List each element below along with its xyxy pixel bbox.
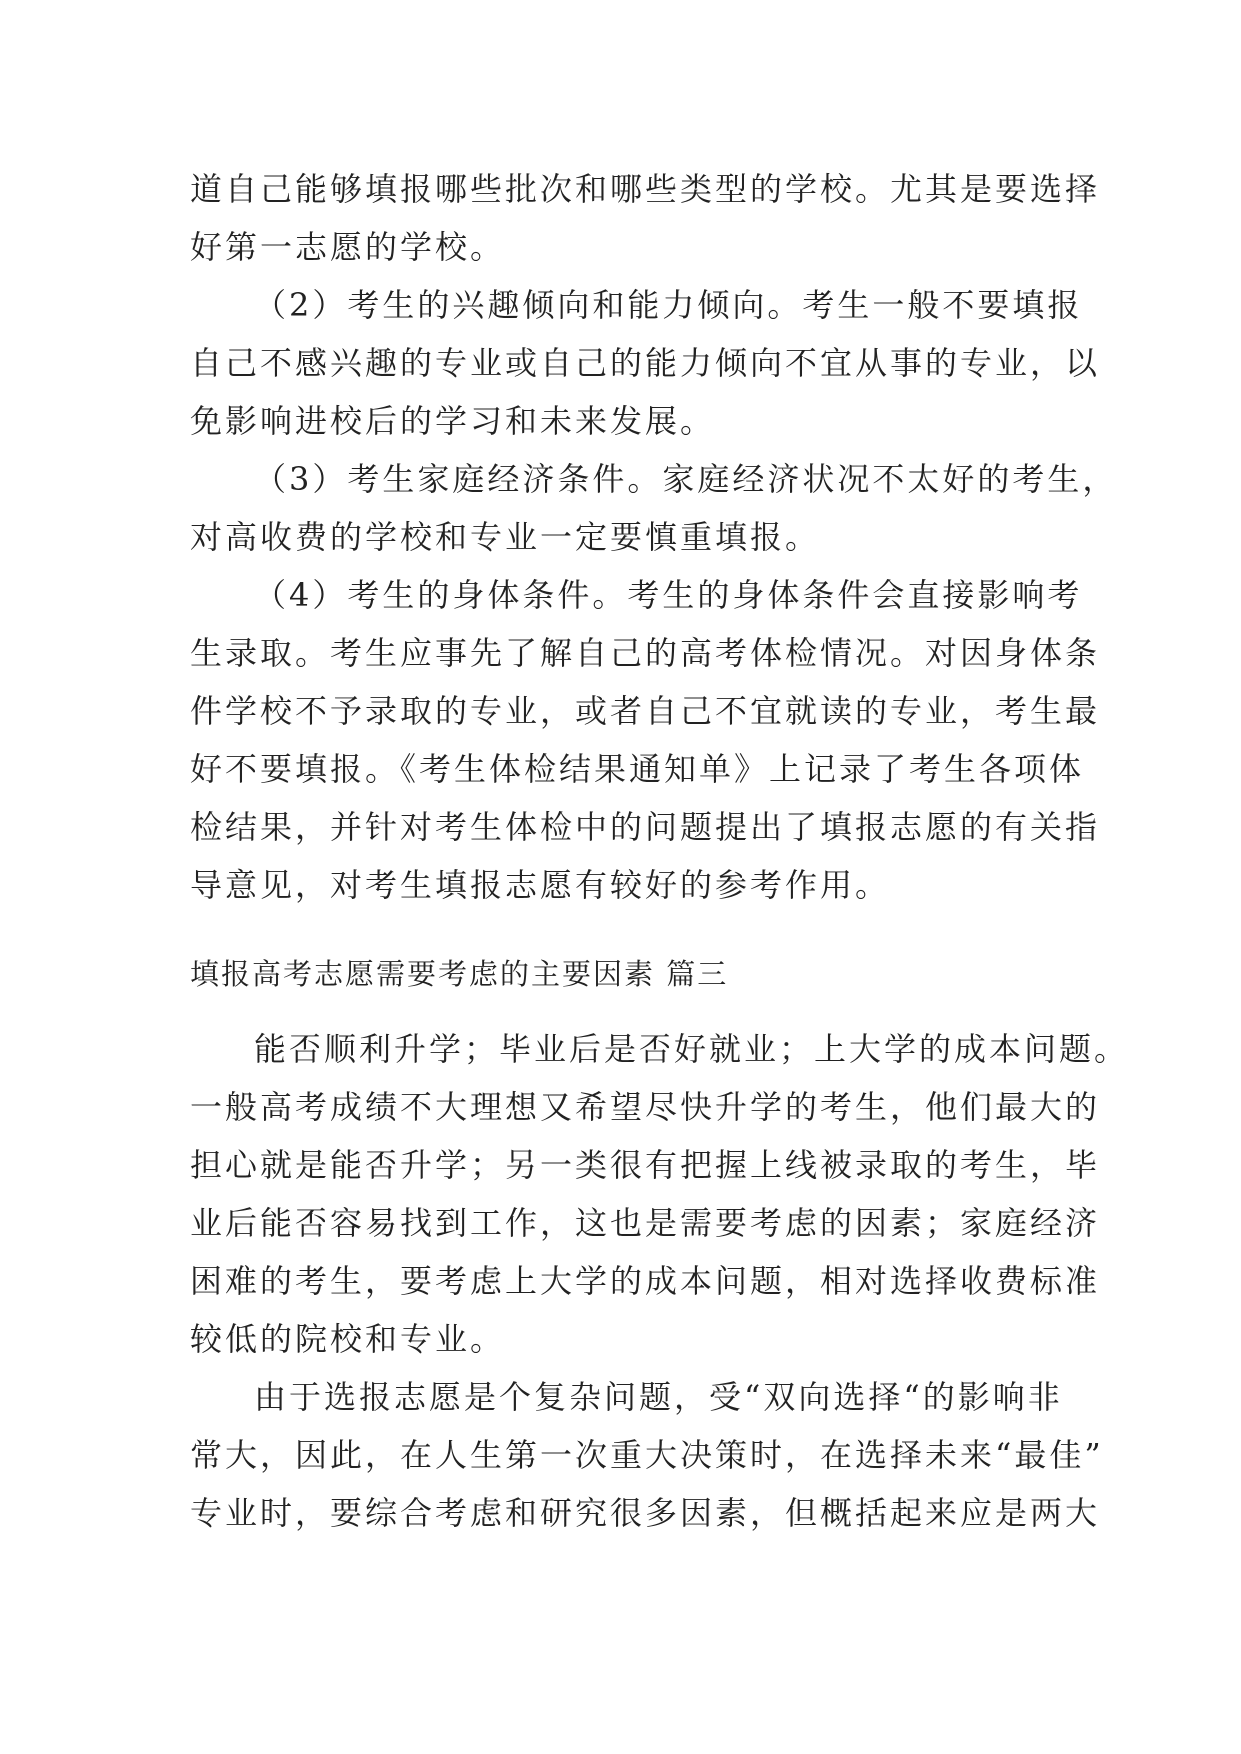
text-line: 由于选报志愿是个复杂问题，受“双向选择“的影响非 xyxy=(254,1378,1063,1416)
text-line: 较低的院校和专业。 xyxy=(190,1320,506,1358)
text-line: （3）考生家庭经济条件。家庭经济状况不太好的考生， xyxy=(254,460,1118,498)
text-line: （2）考生的兴趣倾向和能力倾向。考生一般不要填报 xyxy=(254,286,1083,324)
paragraph-block-top xyxy=(190,160,1118,914)
text-line: 专业时，要综合考虑和研究很多因素，但概括起来应是两大 xyxy=(190,1494,1101,1532)
text-line: 担心就是能否升学；另一类很有把握上线被录取的考生，毕 xyxy=(190,1146,1101,1184)
section-heading: 填报高考志愿需要考虑的主要因素 篇三 xyxy=(190,957,729,991)
text-line: 件学校不予录取的专业，或者自己不宜就读的专业，考生最 xyxy=(190,692,1101,730)
text-line: 生录取。考生应事先了解自己的高考体检情况。对因身体条 xyxy=(190,634,1101,672)
text-line: 对高收费的学校和专业一定要慎重填报。 xyxy=(190,518,821,556)
text-line: 自己不感兴趣的专业或自己的能力倾向不宜从事的专业，以 xyxy=(190,344,1101,382)
text-line: （4）考生的身体条件。考生的身体条件会直接影响考 xyxy=(254,576,1083,614)
text-line: 免影响进校后的学习和未来发展。 xyxy=(190,402,716,440)
text-line: 能否顺利升学；毕业后是否好就业；上大学的成本问题。 xyxy=(254,1030,1130,1068)
text-line: 一般高考成绩不大理想又希望尽快升学的考生，他们最大的 xyxy=(190,1088,1101,1126)
text-line: 道自己能够填报哪些批次和哪些类型的学校。尤其是要选择 xyxy=(190,170,1101,208)
text-line: 常大，因此，在人生第一次重大决策时，在选择未来“最佳” xyxy=(190,1436,1104,1474)
text-line: 困难的考生，要考虑上大学的成本问题，相对选择收费标准 xyxy=(190,1262,1101,1300)
paragraph-block-bottom xyxy=(190,1020,1130,1542)
text-line: 检结果，并针对考生体检中的问题提出了填报志愿的有关指 xyxy=(190,808,1101,846)
text-line: 导意见，对考生填报志愿有较好的参考作用。 xyxy=(190,866,891,904)
text-line: 好不要填报。《考生体检结果通知单》上记录了考生各项体 xyxy=(190,750,1085,788)
text-line: 好第一志愿的学校。 xyxy=(190,228,506,266)
text-line: 业后能否容易找到工作，这也是需要考虑的因素；家庭经济 xyxy=(190,1204,1101,1242)
